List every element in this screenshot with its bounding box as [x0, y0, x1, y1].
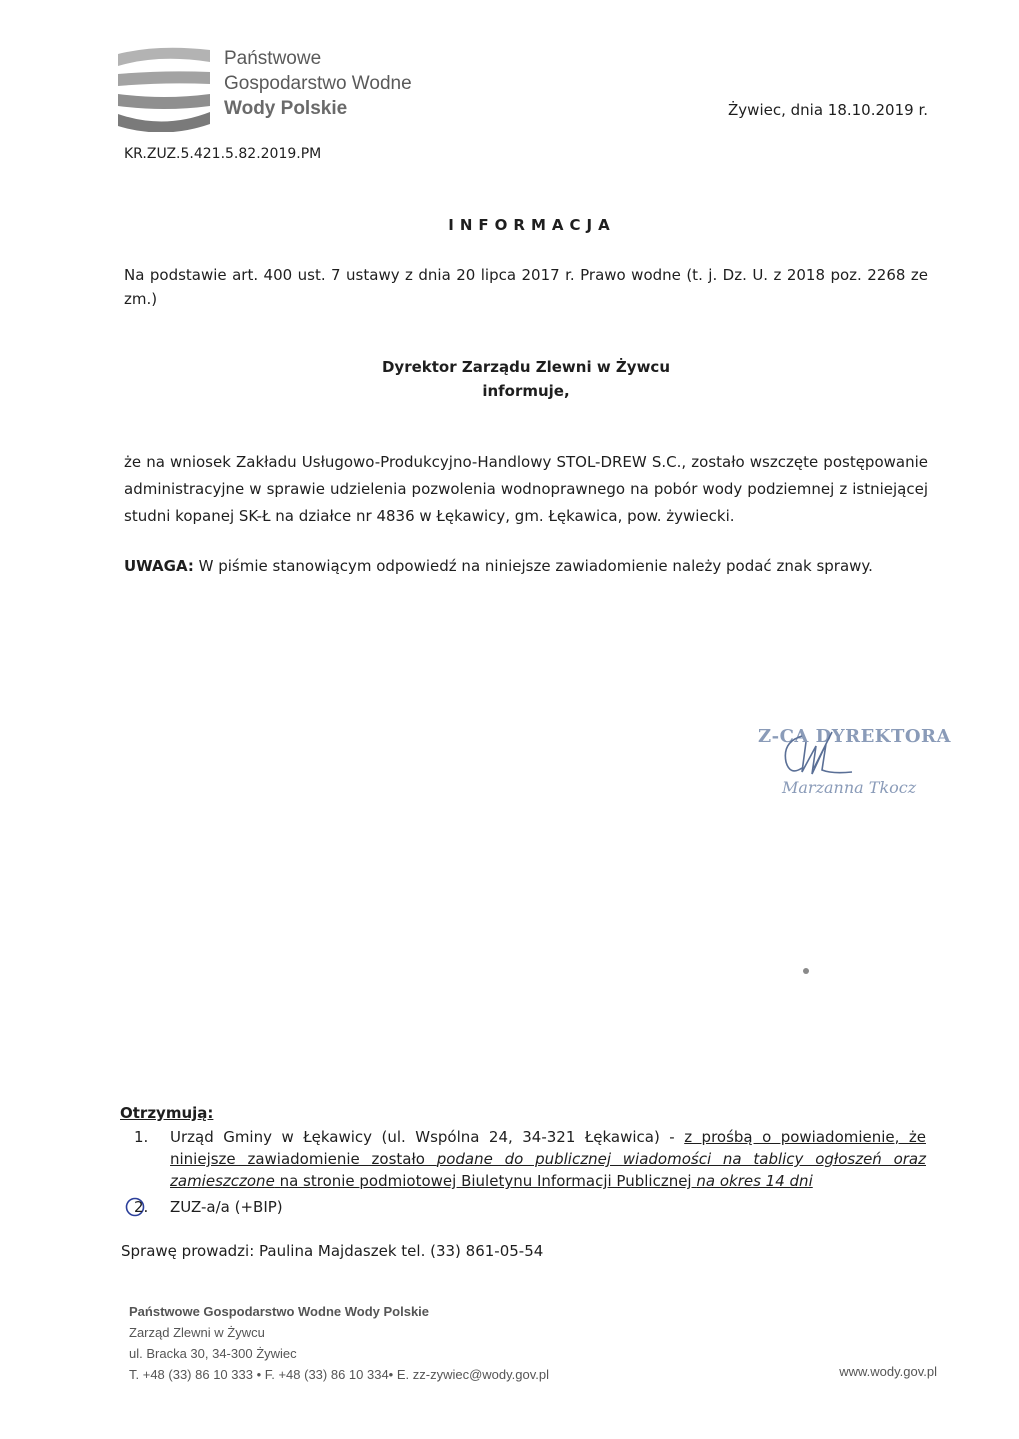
recipient-item-1 — [130, 1126, 926, 1192]
recipient-number-1: 1. — [134, 1128, 149, 1146]
footer-address: ul. Bracka 30, 34-300 Żywiec — [129, 1346, 297, 1361]
recipient-1-request: z prośbą o powiadomienie, że niniejsze zawiadomienie zostało — [170, 1128, 926, 1168]
footer-unit: Zarząd Zlewni w Żywcu — [129, 1325, 265, 1340]
ink-dot — [803, 968, 809, 974]
footer-block — [129, 1301, 549, 1385]
signature-stamp — [758, 726, 958, 806]
logo-line-1: Państwowe — [224, 48, 322, 69]
issuer-name: Dyrektor Zarządu Zlewni w Żywcu — [381, 358, 670, 376]
logo-line-2: Gospodarstwo Wodne — [224, 73, 412, 94]
recipient-1-publication: podane do publicznej wiadomości na tablicy ogłoszeń oraz zamieszczone — [170, 1150, 926, 1190]
recipient-number-2: 2. — [134, 1198, 149, 1216]
recipient-2-text: ZUZ-a/a (+BIP) — [170, 1198, 283, 1216]
notice-text: W piśmie stanowiącym odpowiedź na niniejsze zawiadomienie należy podać znak sprawy. — [193, 557, 873, 575]
recipients-heading: Otrzymują: — [120, 1104, 214, 1122]
wody-polskie-logo-icon — [118, 44, 210, 132]
logo-wordmark — [224, 46, 412, 121]
logo-line-3: Wody Polskie — [224, 98, 348, 119]
footer-org: Państwowe Gospodarstwo Wodne Wody Polskie — [129, 1304, 430, 1319]
document-title: INFORMACJA — [448, 216, 616, 234]
body-paragraph: że na wniosek Zakładu Usługowo-Produkcyjno-Handlowy STOL-DREW S.C., zostało wszczęte postępowanie administracyjne w sprawie udzielenia pozwolenia wodnoprawnego na pobór wody podziemnej z istniejącej studni kopanej SK-Ł na działce nr 4836 w Łękawicy, gm. Łękawica, pow. żywiecki. — [124, 453, 928, 525]
case-reference: KR.ZUZ.5.421.5.82.2019.PM — [124, 146, 322, 162]
legal-basis: Na podstawie art. 400 ust. 7 ustawy z dnia 20 lipca 2017 r. Prawo wodne (t. j. Dz. U. z 2018 poz. 2268 ze zm.) — [124, 266, 928, 308]
stamp-name: Marzanna Tkocz — [782, 778, 917, 797]
footer-website: www.wody.gov.pl — [839, 1364, 937, 1379]
notice-paragraph — [124, 554, 928, 578]
stamp-title: Z-CA DYREKTORA — [758, 726, 951, 747]
issuer-block — [124, 355, 928, 403]
recipient-1-period: na okres 14 dni — [696, 1172, 813, 1190]
notice-label: UWAGA: — [124, 557, 194, 575]
place-date: Żywiec, dnia 18.10.2019 r. — [728, 101, 928, 119]
footer-contact: T. +48 (33) 86 10 333 • F. +48 (33) 86 10 334• E. zz-zywiec@wody.gov.pl — [129, 1367, 549, 1382]
recipient-1-text: Urząd Gminy w Łękawicy (ul. Wspólna 24, 34-321 Łękawica) - — [170, 1128, 685, 1146]
recipient-item-2 — [130, 1196, 926, 1218]
issuer-verb: informuje, — [482, 382, 570, 400]
recipient-1-bip: na stronie podmiotowej Biuletynu Informacji Publicznej — [274, 1172, 697, 1190]
case-handler: Sprawę prowadzi: Paulina Majdaszek tel. (33) 861-05-54 — [121, 1242, 544, 1260]
